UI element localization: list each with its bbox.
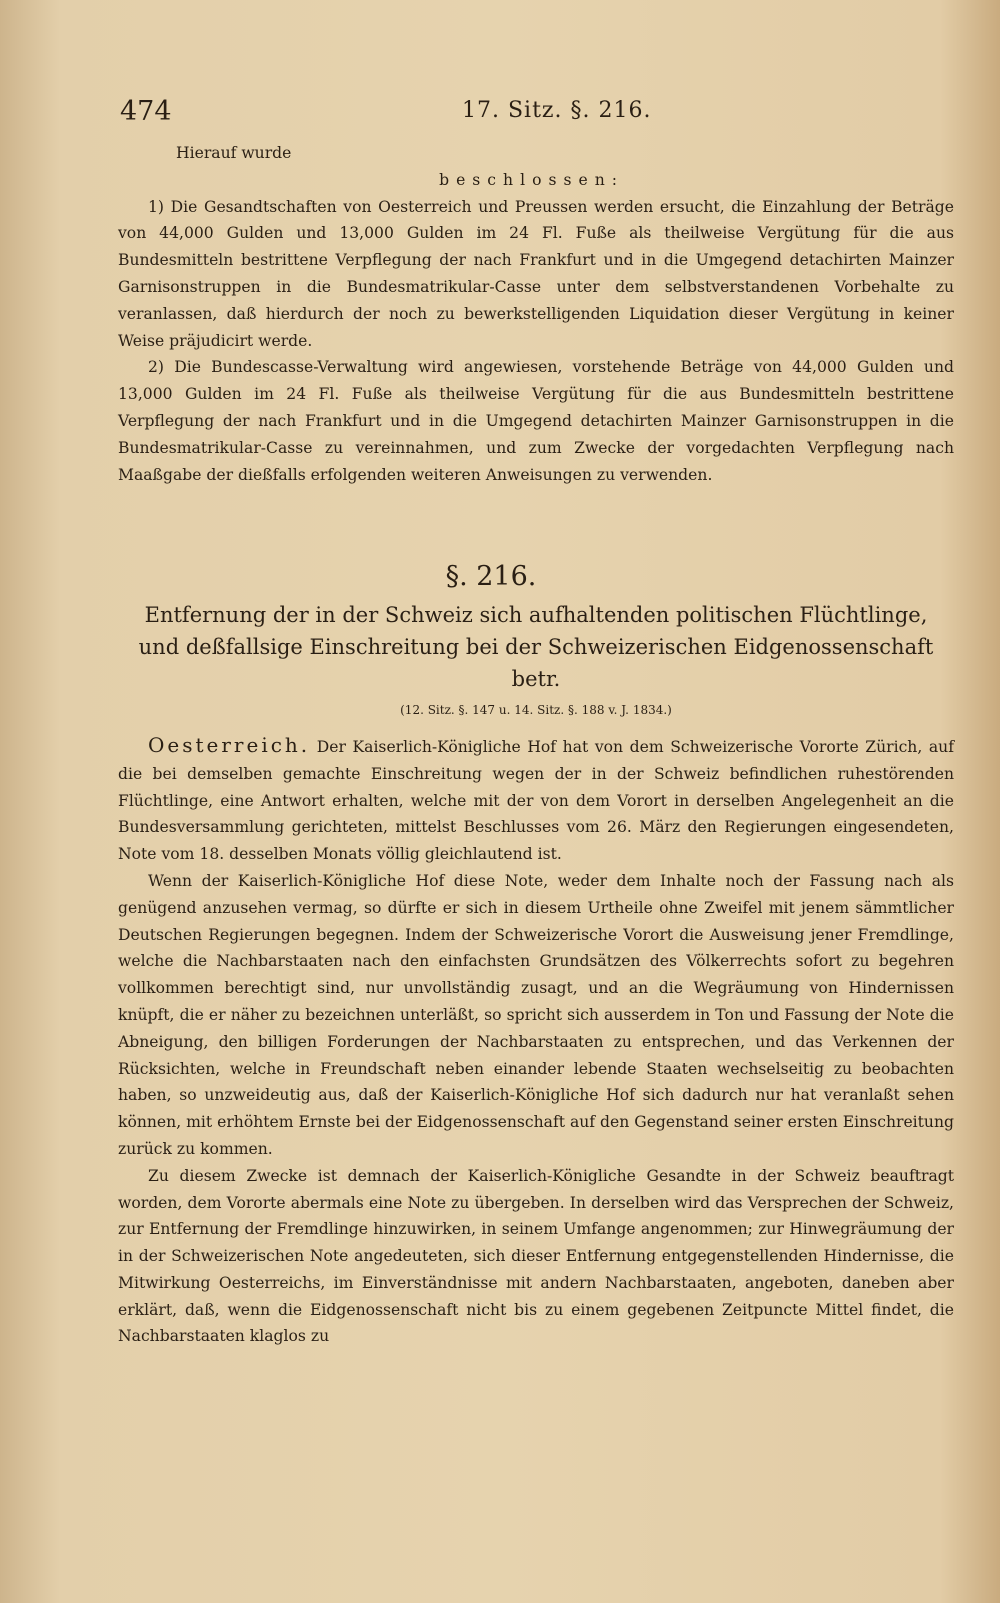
resolved-heading: beschlossen: bbox=[439, 170, 624, 189]
paragraph-oesterreich bbox=[118, 732, 954, 868]
running-head: 17. Sitz. §. 216. bbox=[462, 98, 652, 123]
page-header bbox=[110, 96, 890, 136]
paragraph-2: Wenn der Kaiserlich-Königliche Hof diese Note, weder dem Inhalte noch der Fassung nach als genügend anzusehen vermag, so dürfte er sich in diesem Urtheile ohne Zweifel mit jenem sämmtlicher Deutschen Regierungen begegnen. Indem der Schweizerische Vorort die Ausweisung jener Fremdlinge, welche die Nachbarstaaten nach den einfachsten Grundsätzen des Völkerrechts sofort zu begehren vollkommen berechtigt sind, nur unvollständig zusagt, und an die Wegräumung von Hindernissen knüpft, die er näher zu bezeichnen unterläßt, so spricht sich ausserdem in Ton und Fassung der Note die Abneigung, den billigen Forderungen der Nachbarstaaten zu entsprechen, und das Verkennen der Rücksichten, welche in Freundschaft neben einander lebende Staaten wechselseitig zu beobachten haben, so unzweideutig aus, daß der Kaiserlich-Königliche Hof sich dadurch nur hat veranlaßt sehen können, mit erhöhtem Ernste bei der Eidgenossenschaft auf den Gegenstand seiner ersten Einschreitung zurück zu kommen. bbox=[118, 871, 954, 1158]
paragraph-lead-word: Oesterreich. bbox=[148, 732, 311, 757]
section-reference: (12. Sitz. §. 147 u. 14. Sitz. §. 188 v. J. 1834.) bbox=[400, 703, 672, 718]
paragraph-3: Zu diesem Zwecke ist demnach der Kaiserlich-Königliche Gesandte in der Schweiz beauftragt worden, dem Vororte abermals eine Note zu übergeben. In derselben wird das Versprechen der Schweiz, zur Entfernung der Fremdlinge hinzuwirken, in seinem Umfange angenommen; zur Hinwegräumung der in der Schweizerischen Note angedeuteten, sich dieser Entfernung entgegenstellenden Hindernisse, die Mitwirkung Oesterreichs, im Einverständnisse mit andern Nachbarstaaten, angeboten, daneben aber erklärt, daß, wenn die Eidgenossenschaft nicht bis zu einem gegebenen Zeitpuncte Mittel findet, die Nachbarstaaten klaglos zu bbox=[118, 1166, 954, 1346]
resolution-2: 2) Die Bundescasse-Verwaltung wird angewiesen, vorstehende Beträge von 44,000 Gulden und 13,000 Gulden im 24 Fl. Fuße als theilweise Vergütung für die aus Bundesmitteln bestrittene Verpflegung der nach Frankfurt und in die Umgegend detachirten Mainzer Garnisonstruppen in die Bundesmatrikular-Casse zu vereinnahmen, und zum Zwecke der vorgedachten Verpflegung nach Maaßgabe der dießfalls erfolgenden weiteren Anweisungen zu verwenden. bbox=[118, 358, 954, 484]
page-number: 474 bbox=[120, 96, 172, 127]
section-title: Entfernung der in der Schweiz sich aufhaltenden politischen Flüchtlinge, und deßfallsige Einschreitung bei der Schweizerischen Eidgenossenschaft betr. bbox=[138, 603, 934, 692]
body-text bbox=[118, 140, 954, 1350]
intro-line: Hierauf wurde bbox=[176, 144, 292, 162]
paragraph-text: Der Kaiserlich-Königliche Hof hat von dem Schweizerische Vororte Zürich, auf die bei demselben gemachte Einschreitung wegen der in der Schweiz befindlichen ruhestörenden Flüchtlinge, eine Antwort erhalten, welche mit der von dem Vorort in derselben Angelegenheit an die Bundesversammlung gerichteten, mittelst Beschlusses vom 26. März den Regierungen eingesendeten, Note vom 18. desselben Monats völlig gleichlautend ist. bbox=[118, 737, 954, 864]
resolution-1: 1) Die Gesandtschaften von Oesterreich und Preussen werden ersucht, die Einzahlung der Beträge von 44,000 Gulden und 13,000 Gulden im 24 Fl. Fuße als theilweise Vergütung für die aus Bundesmitteln bestrittene Verpflegung der nach Frankfurt und in die Umgegend detachirten Mainzer Garnisonstruppen in die Bundesmatrikular-Casse unter dem selbstverstandenen Vorbehalte zu veranlassen, daß hierdurch der noch zu bewerkstelligenden Liquidation dieser Vergütung in keiner Weise präjudicirt werde. bbox=[118, 197, 954, 350]
section-number: §. 216. bbox=[445, 561, 537, 593]
